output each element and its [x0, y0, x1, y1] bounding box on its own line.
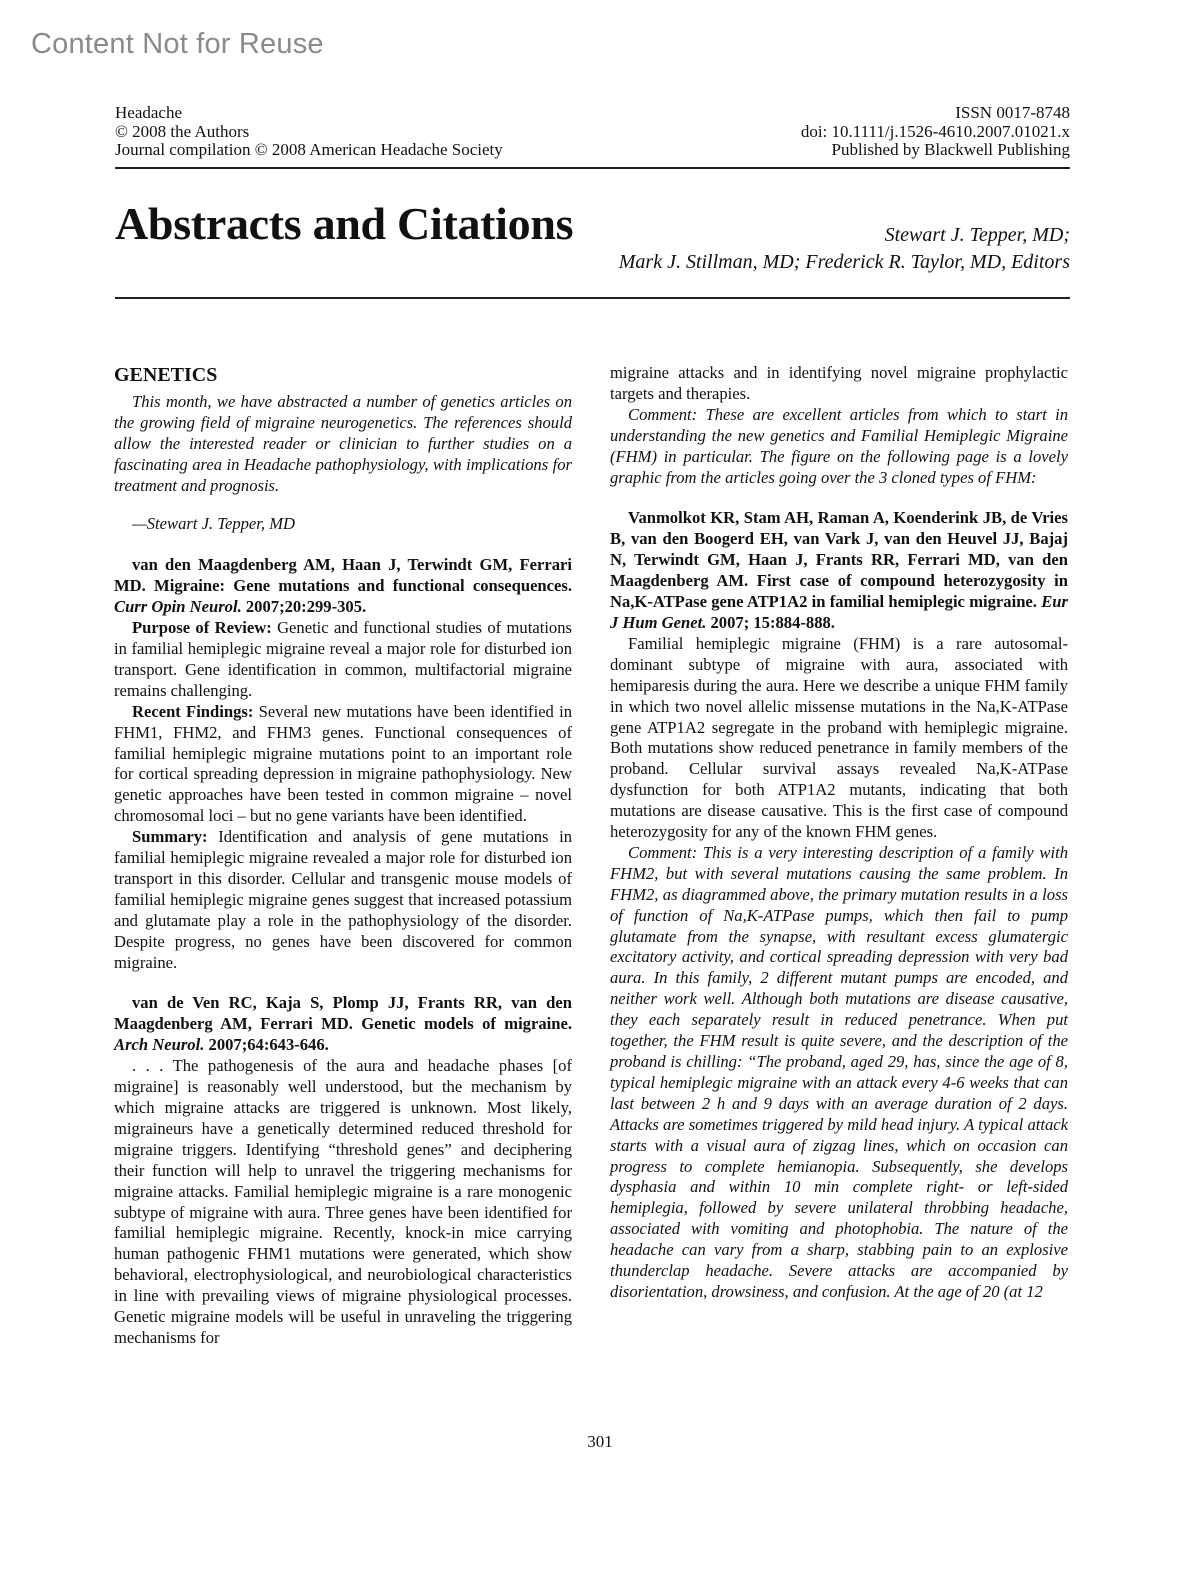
article-citation — [114, 993, 572, 1056]
running-head-left — [115, 104, 503, 160]
abstract-summary — [114, 827, 572, 973]
section-heading: GENETICS — [114, 364, 218, 386]
abstract-findings — [114, 702, 572, 827]
citation-ref: 2007;64:643-646. — [208, 1035, 329, 1055]
page-number: 301 — [587, 1432, 613, 1451]
editors-line-1: Stewart J. Tepper, MD; — [884, 224, 1070, 246]
left-column — [114, 363, 572, 1349]
findings-text: Several new mutations have been identified in FHM1, FHM2, and FHM3 genes. Functional consequences of familial hemiplegic migraine mutations point to an important role for cortical spreading depression in migraine pathophysiology. New genetic approaches have been tested in common migraine – novel chromosomal loci – but no gene variants have been identified. — [114, 701, 572, 826]
citation-journal: Arch Neurol. — [114, 1035, 205, 1055]
title-rule — [115, 297, 1070, 299]
watermark: Content Not for Reuse — [31, 28, 324, 60]
citation-ref: 2007; 15:884-888. — [710, 612, 835, 632]
editor-comment: Comment: This is a very interesting description of a family with FHM2, but with several mutations causing the same problem. In FHM2, as diagrammed above, the primary mutation results in a loss of function of Na,K-ATPase pumps, which then fail to pump glutamate from the synapse, with resultant excess glumatergic excitatory activity, and cortical spreading depression with very bad aura. In this family, 2 different mutant pumps are encoded, and neither work well. Although both mutations are disease causative, they each separately result in reduced penetrance. When put together, the FHM result is quite severe, and the description of the proband is chilling: “The proband, aged 29, has, since the age of 8, typical hemiplegic migraine with an attack every 4-6 weeks that can last between 2 h and 9 days with an average duration of 2 days. Attacks are sometimes triggered by mild head injury. A typical attack starts with a visual aura of zigzag lines, which on occasion can progress to complete hemianopia. Subsequently, she develops dysphasia and within 10 min complete right- or left-sided hemiplegia, followed by severe unilateral throbbing headache, associated with vomiting and photophobia. The nature of the headache can vary from a sharp, stabbing pain to an explosive thunderclap headache. Severe attacks are accompanied by disorientation, drowsiness, and confusion. At the age of 20 (at 12 — [610, 842, 1068, 1301]
copyright-authors: © 2008 the Authors — [115, 121, 250, 141]
right-column — [610, 363, 1068, 1303]
abstract-body: . . . The pathogenesis of the aura and headache phases [of migraine] is reasonably well understood, but the mechanism by which migraine attacks are triggered is unknown. Most likely, migraineurs have a genetically determined reduced threshold for migraine triggers. Identifying “threshold genes” and deciphering their function will help to unravel the triggering mechanisms for migraine attacks. Familial hemiplegic migraine is a rare monogenic subtype of migraine with aura. Three genes have been identified for familial hemiplegic migraine. Recently, knock-in mice carrying human pathogenic FHM1 mutations were generated, which show behavioral, electrophysiological, and neurobiological characteristics in line with prevailing views of migraine physiological processes. Genetic migraine models will be useful in unraveling the triggering mechanisms for — [114, 1056, 572, 1347]
journal-compilation: Journal compilation © 2008 American Headache Society — [115, 140, 503, 159]
citation-journal: Curr Opin Neurol. — [114, 597, 242, 617]
citation-text: Vanmolkot KR, Stam AH, Raman A, Koenderink JB, de Vries B, van den Boogerd EH, van Vark J, van den Heuvel JJ, Bajaj N, Terwindt GM, Haan J, Frants RR, Ferrari MD, van den Maagdenberg AM. First case of compound heterozygosity in Na,K-ATPase gene ATP1A2 in familial hemiplegic migraine. — [610, 508, 1068, 612]
citation-text: van de Ven RC, Kaja S, Plomp JJ, Frants RR, van den Maagdenberg AM, Ferrari MD. Genetic models of migraine. — [114, 993, 572, 1034]
header-rule — [115, 167, 1070, 169]
editors — [619, 222, 1070, 276]
doi: doi: 10.1111/j.1526-4610.2007.01021.x — [800, 121, 1070, 141]
editor-comment: Comment: These are excellent articles from which to start in understanding the new genetics and Familial Hemiplegic Migraine (FHM) in particular. The figure on the following page is a lovely graphic from the articles going over the 3 cloned types of FHM: — [610, 404, 1068, 487]
citation-text: van den Maagdenberg AM, Haan J, Terwindt GM, Ferrari MD. Migraine: Gene mutations and functional consequences. — [114, 555, 572, 596]
article-citation — [610, 508, 1068, 633]
abstract-purpose — [114, 618, 572, 702]
intro-signature: —Stewart J. Tepper, MD — [132, 514, 296, 534]
article-citation — [114, 555, 572, 618]
citation-journal: Eur J Hum Genet. — [610, 592, 1068, 632]
section-intro: This month, we have abstracted a number of genetics articles on the growing field of migraine neurogenetics. The references should allow the interested reader or clinician to further studies on a fascinating area in Headache pathophysiology, with implications for treatment and prognosis. — [114, 391, 572, 495]
summary-text: Identification and analysis of gene mutations in familial hemiplegic migraine revealed a major role for disturbed ion transport in this disorder. Cellular and transgenic mouse models of familial hemiplegic migraine genes suggest that increased potassium and glutamate play a role in the pathophysiology of the disorder. Despite progress, no genes have been discovered for common migraine. — [114, 827, 572, 972]
running-head-right — [801, 104, 1070, 160]
purpose-text: Genetic and functional studies of mutations in familial hemiplegic migraine reveal a major role for disturbed ion transport. Gene identification in common, multifactorial migraine remains challenging. — [114, 618, 572, 700]
page-title: Abstracts and Citations — [115, 198, 574, 249]
findings-label: Recent Findings: — [132, 701, 254, 721]
purpose-label: Purpose of Review: — [132, 618, 272, 638]
publisher: Published by Blackwell Publishing — [831, 140, 1070, 159]
abstract-body-continued: migraine attacks and in identifying novel migraine prophylactic targets and therapies. — [610, 363, 1068, 403]
citation-ref: 2007;20:299-305. — [245, 597, 367, 617]
abstract-body: Familial hemiplegic migraine (FHM) is a rare autosomal-dominant subtype of migraine with aura, associated with hemiparesis during the aura. Here we describe a unique FHM family in which two novel allelic missense mutations in the Na,K-ATPase gene ATP1A2 segregate in the proband with hemiplegic migraine. Both mutations show reduced penetrance in family members of the proband. Cellular survival assays revealed Na,K-ATPase dysfunction for both ATP1A2 mutants, indicating that both mutations are disease causative. This is the first case of compound heterozygosity for any of the known FHM genes. — [610, 633, 1068, 842]
editors-line-2: Mark J. Stillman, MD; Frederick R. Taylor, MD, Editors — [618, 251, 1070, 273]
summary-label: Summary: — [132, 827, 208, 847]
issn: ISSN 0017-8748 — [955, 103, 1070, 122]
journal-name: Headache — [115, 103, 183, 122]
